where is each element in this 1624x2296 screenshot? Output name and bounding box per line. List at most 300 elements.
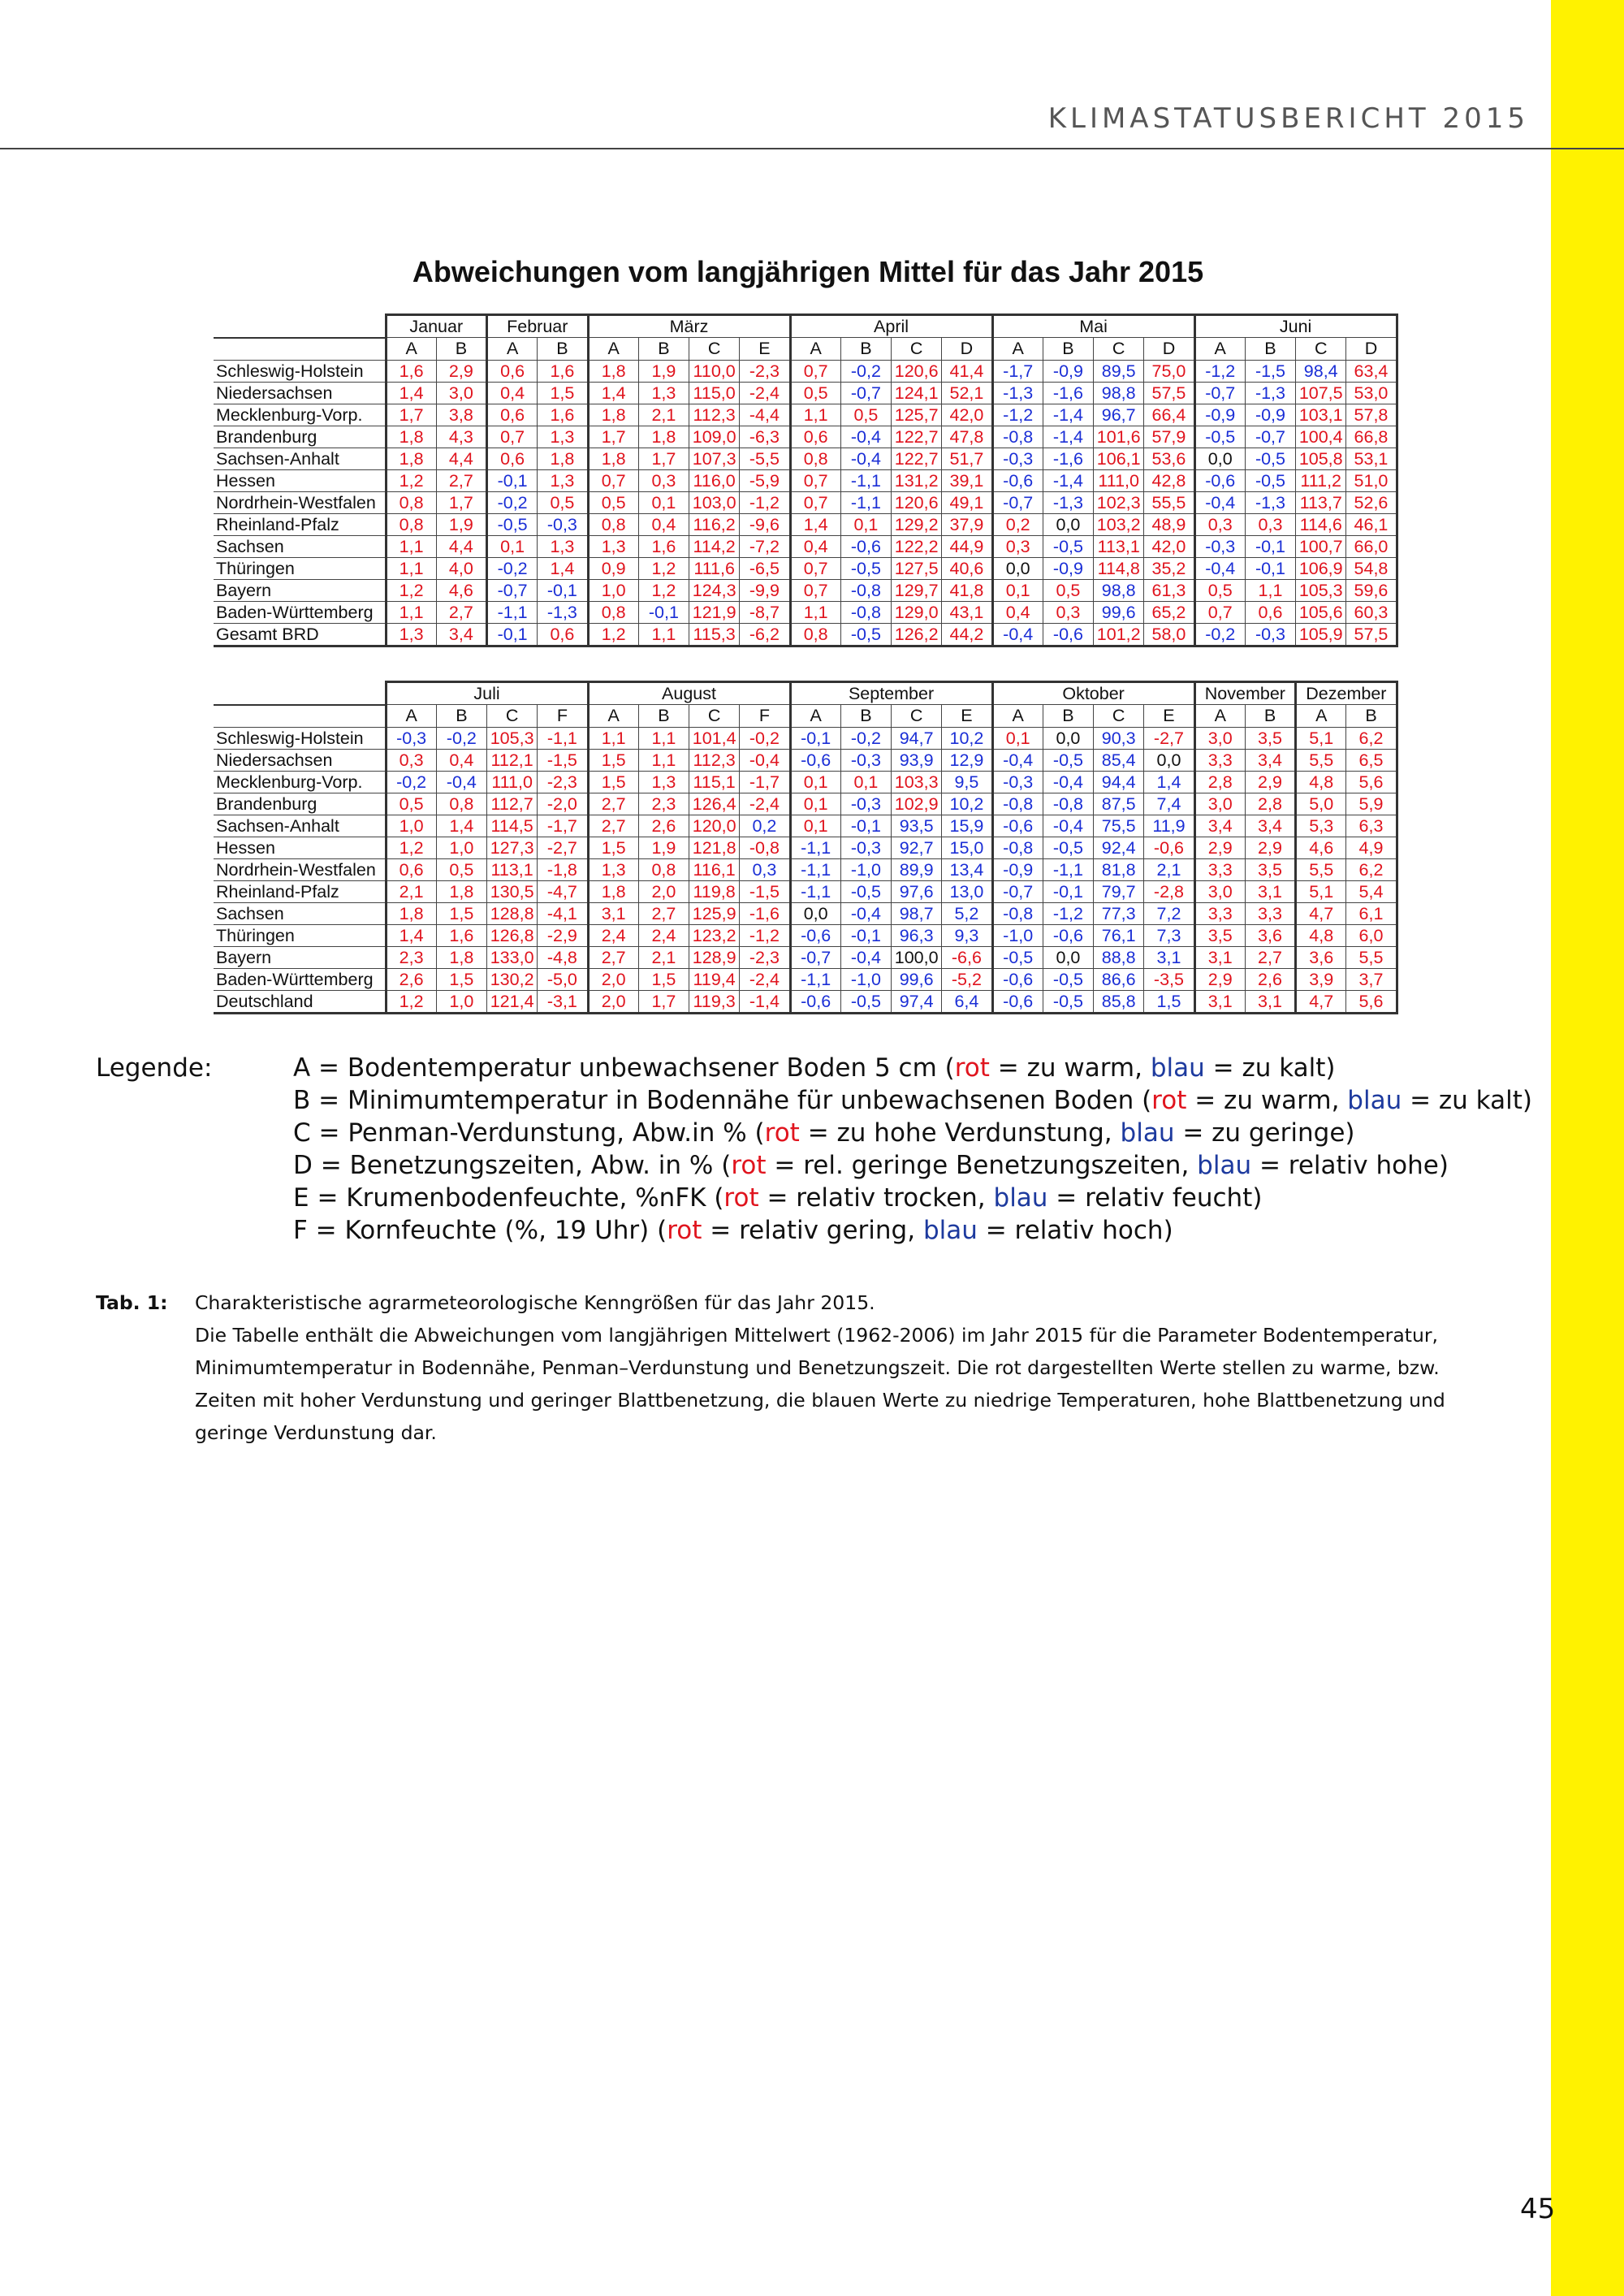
value-cell: 1,8: [588, 880, 638, 902]
value-cell: 106,9: [1296, 557, 1346, 579]
value-cell: -0,4: [992, 623, 1043, 646]
value-cell: 42,0: [1144, 535, 1194, 557]
value-cell: -4,8: [538, 946, 588, 968]
header-divider: [0, 148, 1624, 149]
value-cell: -2,8: [1144, 880, 1194, 902]
value-cell: -0,3: [386, 727, 436, 749]
table-row: [214, 815, 1397, 837]
table-row: [214, 858, 1397, 880]
value-cell: 116,0: [689, 469, 740, 491]
value-cell: 1,3: [588, 535, 638, 557]
value-cell: 1,1: [638, 623, 689, 646]
value-cell: -0,5: [487, 513, 538, 535]
value-cell: -0,6: [992, 990, 1043, 1013]
table-row: [214, 491, 1397, 513]
table-row: [214, 946, 1397, 968]
parameter-header: A: [386, 705, 436, 728]
value-cell: -0,1: [1043, 880, 1093, 902]
value-cell: 1,3: [638, 771, 689, 793]
parameter-header: D: [942, 338, 992, 361]
value-cell: -0,6: [1144, 837, 1194, 858]
table-row: [214, 557, 1397, 579]
value-cell: 13,0: [942, 880, 992, 902]
value-cell: 66,8: [1346, 426, 1397, 448]
value-cell: 0,8: [638, 858, 689, 880]
value-cell: 1,8: [386, 448, 436, 469]
value-cell: 63,4: [1346, 360, 1397, 382]
value-cell: 0,1: [487, 535, 538, 557]
value-cell: -1,3: [1043, 491, 1093, 513]
region-name: Baden-Württemberg: [214, 601, 386, 623]
value-cell: 124,1: [892, 382, 942, 404]
region-name: Mecklenburg-Vorp.: [214, 404, 386, 426]
value-cell: 0,4: [992, 601, 1043, 623]
value-cell: 2,7: [436, 469, 486, 491]
value-cell: 3,5: [1194, 924, 1245, 946]
value-cell: 111,0: [1094, 469, 1144, 491]
value-cell: 0,3: [1194, 513, 1245, 535]
parameter-header: A: [588, 705, 638, 728]
value-cell: -1,7: [992, 360, 1043, 382]
value-cell: 129,0: [892, 601, 942, 623]
value-cell: -3,1: [538, 990, 588, 1013]
parameter-header: B: [840, 338, 891, 361]
value-cell: -1,2: [740, 491, 790, 513]
value-cell: 1,9: [436, 513, 486, 535]
value-cell: -2,3: [538, 771, 588, 793]
parameter-header: C: [487, 705, 538, 728]
value-cell: 1,0: [436, 990, 486, 1013]
value-cell: 99,6: [892, 968, 942, 990]
value-cell: 2,3: [386, 946, 436, 968]
value-cell: 35,2: [1144, 557, 1194, 579]
value-cell: -0,7: [487, 579, 538, 601]
parameter-header: B: [1346, 705, 1397, 728]
value-cell: 1,3: [638, 382, 689, 404]
value-cell: -6,6: [942, 946, 992, 968]
value-cell: -1,1: [1043, 858, 1093, 880]
value-cell: 2,1: [386, 880, 436, 902]
region-name: Sachsen-Anhalt: [214, 815, 386, 837]
value-cell: 2,3: [638, 793, 689, 815]
value-cell: 116,1: [689, 858, 740, 880]
value-cell: 90,3: [1094, 727, 1144, 749]
parameter-header: C: [892, 338, 942, 361]
parameter-header: F: [538, 705, 588, 728]
value-cell: -5,2: [942, 968, 992, 990]
value-cell: 0,3: [740, 858, 790, 880]
value-cell: 3,0: [1194, 727, 1245, 749]
value-cell: 13,4: [942, 858, 992, 880]
value-cell: -0,5: [992, 946, 1043, 968]
value-cell: 60,3: [1346, 601, 1397, 623]
value-cell: -4,1: [538, 902, 588, 924]
value-cell: 93,9: [892, 749, 942, 771]
value-cell: 12,9: [942, 749, 992, 771]
legend-item-a: A = Bodentemperatur unbewachsener Boden 5 cm (rot = zu warm, blau = zu kalt): [293, 1053, 1336, 1083]
legend-item-b: B = Minimumtemperatur in Bodennähe für unbewachsenen Boden (rot = zu warm, blau = zu kalt): [293, 1086, 1532, 1115]
value-cell: 0,5: [1194, 579, 1245, 601]
value-cell: 1,5: [638, 968, 689, 990]
value-cell: 0,8: [588, 513, 638, 535]
table-row: [214, 382, 1397, 404]
value-cell: 0,0: [1043, 727, 1093, 749]
value-cell: 114,2: [689, 535, 740, 557]
value-cell: 1,0: [386, 815, 436, 837]
value-cell: 127,5: [892, 557, 942, 579]
value-cell: -0,1: [638, 601, 689, 623]
value-cell: 96,7: [1094, 404, 1144, 426]
value-cell: 124,3: [689, 579, 740, 601]
value-cell: 1,3: [538, 535, 588, 557]
value-cell: -0,9: [1043, 557, 1093, 579]
value-cell: 1,7: [638, 990, 689, 1013]
value-cell: 1,6: [386, 360, 436, 382]
value-cell: 3,9: [1296, 968, 1346, 990]
value-cell: 66,4: [1144, 404, 1194, 426]
value-cell: -1,1: [790, 837, 840, 858]
value-cell: -1,4: [1043, 426, 1093, 448]
value-cell: 2,7: [638, 902, 689, 924]
value-cell: 107,5: [1296, 382, 1346, 404]
value-cell: -0,6: [790, 990, 840, 1013]
value-cell: -1,8: [538, 858, 588, 880]
value-cell: 126,8: [487, 924, 538, 946]
value-cell: -0,7: [1194, 382, 1245, 404]
value-cell: 0,0: [1043, 946, 1093, 968]
value-cell: 2,1: [638, 404, 689, 426]
value-cell: 0,5: [1043, 579, 1093, 601]
value-cell: -0,8: [992, 902, 1043, 924]
region-name: Hessen: [214, 837, 386, 858]
value-cell: 0,3: [1245, 513, 1295, 535]
value-cell: 1,1: [386, 557, 436, 579]
row-label-spacer: [214, 705, 386, 728]
value-cell: 105,8: [1296, 448, 1346, 469]
value-cell: 7,2: [1144, 902, 1194, 924]
value-cell: 85,4: [1094, 749, 1144, 771]
value-cell: 127,3: [487, 837, 538, 858]
value-cell: 3,6: [1296, 946, 1346, 968]
value-cell: 47,8: [942, 426, 992, 448]
table-row: [214, 727, 1397, 749]
value-cell: -0,3: [992, 448, 1043, 469]
value-cell: 101,4: [689, 727, 740, 749]
value-cell: 1,5: [588, 837, 638, 858]
value-cell: 0,1: [992, 579, 1043, 601]
value-cell: 2,0: [588, 968, 638, 990]
value-cell: 0,7: [1194, 601, 1245, 623]
value-cell: 101,2: [1094, 623, 1144, 646]
value-cell: -0,3: [840, 793, 891, 815]
value-cell: 0,3: [1043, 601, 1093, 623]
value-cell: -6,2: [740, 623, 790, 646]
value-cell: 0,4: [790, 535, 840, 557]
value-cell: 59,6: [1346, 579, 1397, 601]
value-cell: 46,1: [1346, 513, 1397, 535]
value-cell: 1,3: [588, 858, 638, 880]
value-cell: -0,5: [840, 623, 891, 646]
value-cell: 1,1: [588, 727, 638, 749]
value-cell: 103,0: [689, 491, 740, 513]
value-cell: 1,5: [1144, 990, 1194, 1013]
value-cell: 1,9: [638, 837, 689, 858]
region-name: Rheinland-Pfalz: [214, 880, 386, 902]
legend-label: Legende:: [96, 1053, 213, 1083]
value-cell: -0,9: [1245, 404, 1295, 426]
region-name: Gesamt BRD: [214, 623, 386, 646]
value-cell: 1,5: [588, 771, 638, 793]
value-cell: 3,1: [1245, 990, 1295, 1013]
value-cell: 5,9: [1346, 793, 1397, 815]
value-cell: -0,6: [1194, 469, 1245, 491]
value-cell: 89,9: [892, 858, 942, 880]
value-cell: 0,5: [840, 404, 891, 426]
header-title: KLIMASTATUSBERICHT 2015: [1047, 102, 1529, 135]
value-cell: 0,1: [992, 727, 1043, 749]
value-cell: 3,5: [1245, 858, 1295, 880]
month-header: Juli: [386, 682, 588, 705]
table-row: [214, 579, 1397, 601]
value-cell: 1,4: [790, 513, 840, 535]
value-cell: 2,9: [436, 360, 486, 382]
value-cell: 52,6: [1346, 491, 1397, 513]
value-cell: 0,6: [386, 858, 436, 880]
value-cell: 7,4: [1144, 793, 1194, 815]
value-cell: 1,8: [588, 404, 638, 426]
value-cell: 0,0: [992, 557, 1043, 579]
value-cell: -0,6: [840, 535, 891, 557]
value-cell: 1,8: [436, 880, 486, 902]
value-cell: 130,2: [487, 968, 538, 990]
value-cell: 0,7: [588, 469, 638, 491]
value-cell: 125,7: [892, 404, 942, 426]
table-row: [214, 968, 1397, 990]
value-cell: 3,3: [1194, 902, 1245, 924]
value-cell: 114,6: [1296, 513, 1346, 535]
value-cell: -0,5: [1043, 968, 1093, 990]
value-cell: 5,6: [1346, 771, 1397, 793]
value-cell: 123,2: [689, 924, 740, 946]
value-cell: -6,5: [740, 557, 790, 579]
value-cell: 128,9: [689, 946, 740, 968]
value-cell: 102,3: [1094, 491, 1144, 513]
value-cell: -1,1: [487, 601, 538, 623]
value-cell: 114,8: [1094, 557, 1144, 579]
value-cell: -1,4: [740, 990, 790, 1013]
parameter-header: B: [638, 705, 689, 728]
table-row: [214, 535, 1397, 557]
value-cell: -9,6: [740, 513, 790, 535]
value-cell: 5,1: [1296, 880, 1346, 902]
value-cell: 0,6: [1245, 601, 1295, 623]
legend-item-f: F = Kornfeuchte (%, 19 Uhr) (rot = relativ gering, blau = relativ hoch): [293, 1216, 1173, 1245]
value-cell: 1,4: [538, 557, 588, 579]
value-cell: 0,0: [790, 902, 840, 924]
value-cell: -1,1: [538, 727, 588, 749]
value-cell: 0,8: [386, 513, 436, 535]
value-cell: 1,4: [386, 382, 436, 404]
value-cell: 120,0: [689, 815, 740, 837]
value-cell: -2,3: [740, 360, 790, 382]
value-cell: 0,4: [487, 382, 538, 404]
region-name: Brandenburg: [214, 426, 386, 448]
value-cell: 0,8: [790, 623, 840, 646]
region-name: Deutschland: [214, 990, 386, 1013]
value-cell: -1,4: [1043, 469, 1093, 491]
value-cell: -0,8: [992, 426, 1043, 448]
value-cell: -4,4: [740, 404, 790, 426]
value-cell: -2,3: [740, 946, 790, 968]
value-cell: 122,7: [892, 426, 942, 448]
value-cell: 107,3: [689, 448, 740, 469]
value-cell: 2,6: [1245, 968, 1295, 990]
legend-item-e: E = Krumenbodenfeuchte, %nFK (rot = relativ trocken, blau = relativ feucht): [293, 1183, 1263, 1213]
value-cell: 111,6: [689, 557, 740, 579]
caption-label: Tab. 1:: [96, 1291, 168, 1314]
corner-cell: [214, 682, 386, 705]
parameter-header: C: [1094, 338, 1144, 361]
value-cell: 1,8: [538, 448, 588, 469]
value-cell: -0,4: [840, 426, 891, 448]
value-cell: 9,3: [942, 924, 992, 946]
value-cell: 2,9: [1245, 837, 1295, 858]
value-cell: 57,9: [1144, 426, 1194, 448]
value-cell: -0,9: [1194, 404, 1245, 426]
value-cell: 99,6: [1094, 601, 1144, 623]
value-cell: 2,7: [1245, 946, 1295, 968]
table-caption: [96, 1286, 1492, 1449]
table-row: [214, 601, 1397, 623]
value-cell: 2,4: [638, 924, 689, 946]
parameter-header: A: [1296, 705, 1346, 728]
value-cell: 1,2: [386, 990, 436, 1013]
value-cell: -0,5: [1245, 448, 1295, 469]
value-cell: 1,3: [538, 469, 588, 491]
table-row: [214, 426, 1397, 448]
parameter-header: C: [1094, 705, 1144, 728]
value-cell: 0,7: [790, 557, 840, 579]
value-cell: -1,6: [740, 902, 790, 924]
value-cell: 1,2: [386, 837, 436, 858]
value-cell: 6,3: [1346, 815, 1397, 837]
value-cell: -0,8: [1043, 793, 1093, 815]
parameter-header: A: [588, 338, 638, 361]
value-cell: 5,4: [1346, 880, 1397, 902]
value-cell: -1,3: [992, 382, 1043, 404]
value-cell: 112,7: [487, 793, 538, 815]
value-cell: 115,0: [689, 382, 740, 404]
value-cell: 88,8: [1094, 946, 1144, 968]
value-cell: 125,9: [689, 902, 740, 924]
region-name: Sachsen-Anhalt: [214, 448, 386, 469]
value-cell: 1,5: [588, 749, 638, 771]
value-cell: 1,4: [588, 382, 638, 404]
value-cell: 119,3: [689, 990, 740, 1013]
value-cell: 3,7: [1346, 968, 1397, 990]
region-name: Rheinland-Pfalz: [214, 513, 386, 535]
value-cell: 1,1: [386, 601, 436, 623]
value-cell: -1,6: [1043, 448, 1093, 469]
value-cell: 0,4: [436, 749, 486, 771]
value-cell: 66,0: [1346, 535, 1397, 557]
table-row: [214, 990, 1397, 1013]
deviation-table-top: [214, 313, 1398, 647]
table-row: [214, 793, 1397, 815]
value-cell: 114,5: [487, 815, 538, 837]
value-cell: 94,7: [892, 727, 942, 749]
value-cell: 6,1: [1346, 902, 1397, 924]
value-cell: -0,4: [740, 749, 790, 771]
value-cell: 0,6: [538, 623, 588, 646]
value-cell: -1,3: [538, 601, 588, 623]
region-name: Nordrhein-Westfalen: [214, 858, 386, 880]
value-cell: -1,1: [790, 858, 840, 880]
legend-item-d: D = Benetzungszeiten, Abw. in % (rot = rel. geringe Benetzungszeiten, blau = relativ hohe): [293, 1151, 1449, 1180]
value-cell: 53,6: [1144, 448, 1194, 469]
value-cell: -0,1: [538, 579, 588, 601]
value-cell: 105,3: [487, 727, 538, 749]
value-cell: 6,2: [1346, 858, 1397, 880]
value-cell: 86,6: [1094, 968, 1144, 990]
value-cell: -0,8: [992, 793, 1043, 815]
value-cell: 2,9: [1194, 968, 1245, 990]
region-name: Niedersachsen: [214, 749, 386, 771]
value-cell: 48,9: [1144, 513, 1194, 535]
value-cell: 120,6: [892, 360, 942, 382]
value-cell: 0,9: [588, 557, 638, 579]
value-cell: 3,0: [436, 382, 486, 404]
value-cell: -7,2: [740, 535, 790, 557]
value-cell: 0,7: [790, 469, 840, 491]
value-cell: 1,1: [638, 727, 689, 749]
value-cell: 2,6: [638, 815, 689, 837]
value-cell: 3,4: [436, 623, 486, 646]
parameter-header: B: [1245, 338, 1295, 361]
value-cell: 0,0: [1194, 448, 1245, 469]
value-cell: -0,5: [840, 880, 891, 902]
value-cell: -0,3: [1194, 535, 1245, 557]
parameter-header: B: [436, 705, 486, 728]
value-cell: 76,1: [1094, 924, 1144, 946]
value-cell: 57,5: [1144, 382, 1194, 404]
value-cell: 121,9: [689, 601, 740, 623]
value-cell: 10,2: [942, 793, 992, 815]
value-cell: -0,8: [992, 837, 1043, 858]
month-header: Juni: [1194, 315, 1397, 338]
table-row: [214, 513, 1397, 535]
value-cell: 98,7: [892, 902, 942, 924]
value-cell: 92,4: [1094, 837, 1144, 858]
parameter-header: B: [1043, 338, 1093, 361]
value-cell: -0,3: [840, 749, 891, 771]
value-cell: 4,6: [436, 579, 486, 601]
value-cell: -2,9: [538, 924, 588, 946]
value-cell: 103,3: [892, 771, 942, 793]
value-cell: -0,4: [840, 902, 891, 924]
table-title: Abweichungen vom langjährigen Mittel für das Jahr 2015: [412, 255, 1204, 288]
value-cell: -0,5: [1043, 990, 1093, 1013]
value-cell: 111,2: [1296, 469, 1346, 491]
value-cell: 105,9: [1296, 623, 1346, 646]
table-row: [214, 924, 1397, 946]
parameter-header: A: [1194, 338, 1245, 361]
value-cell: -0,6: [992, 469, 1043, 491]
value-cell: 2,8: [1245, 793, 1295, 815]
value-cell: 87,5: [1094, 793, 1144, 815]
table-row: [214, 448, 1397, 469]
parameter-header: C: [689, 705, 740, 728]
